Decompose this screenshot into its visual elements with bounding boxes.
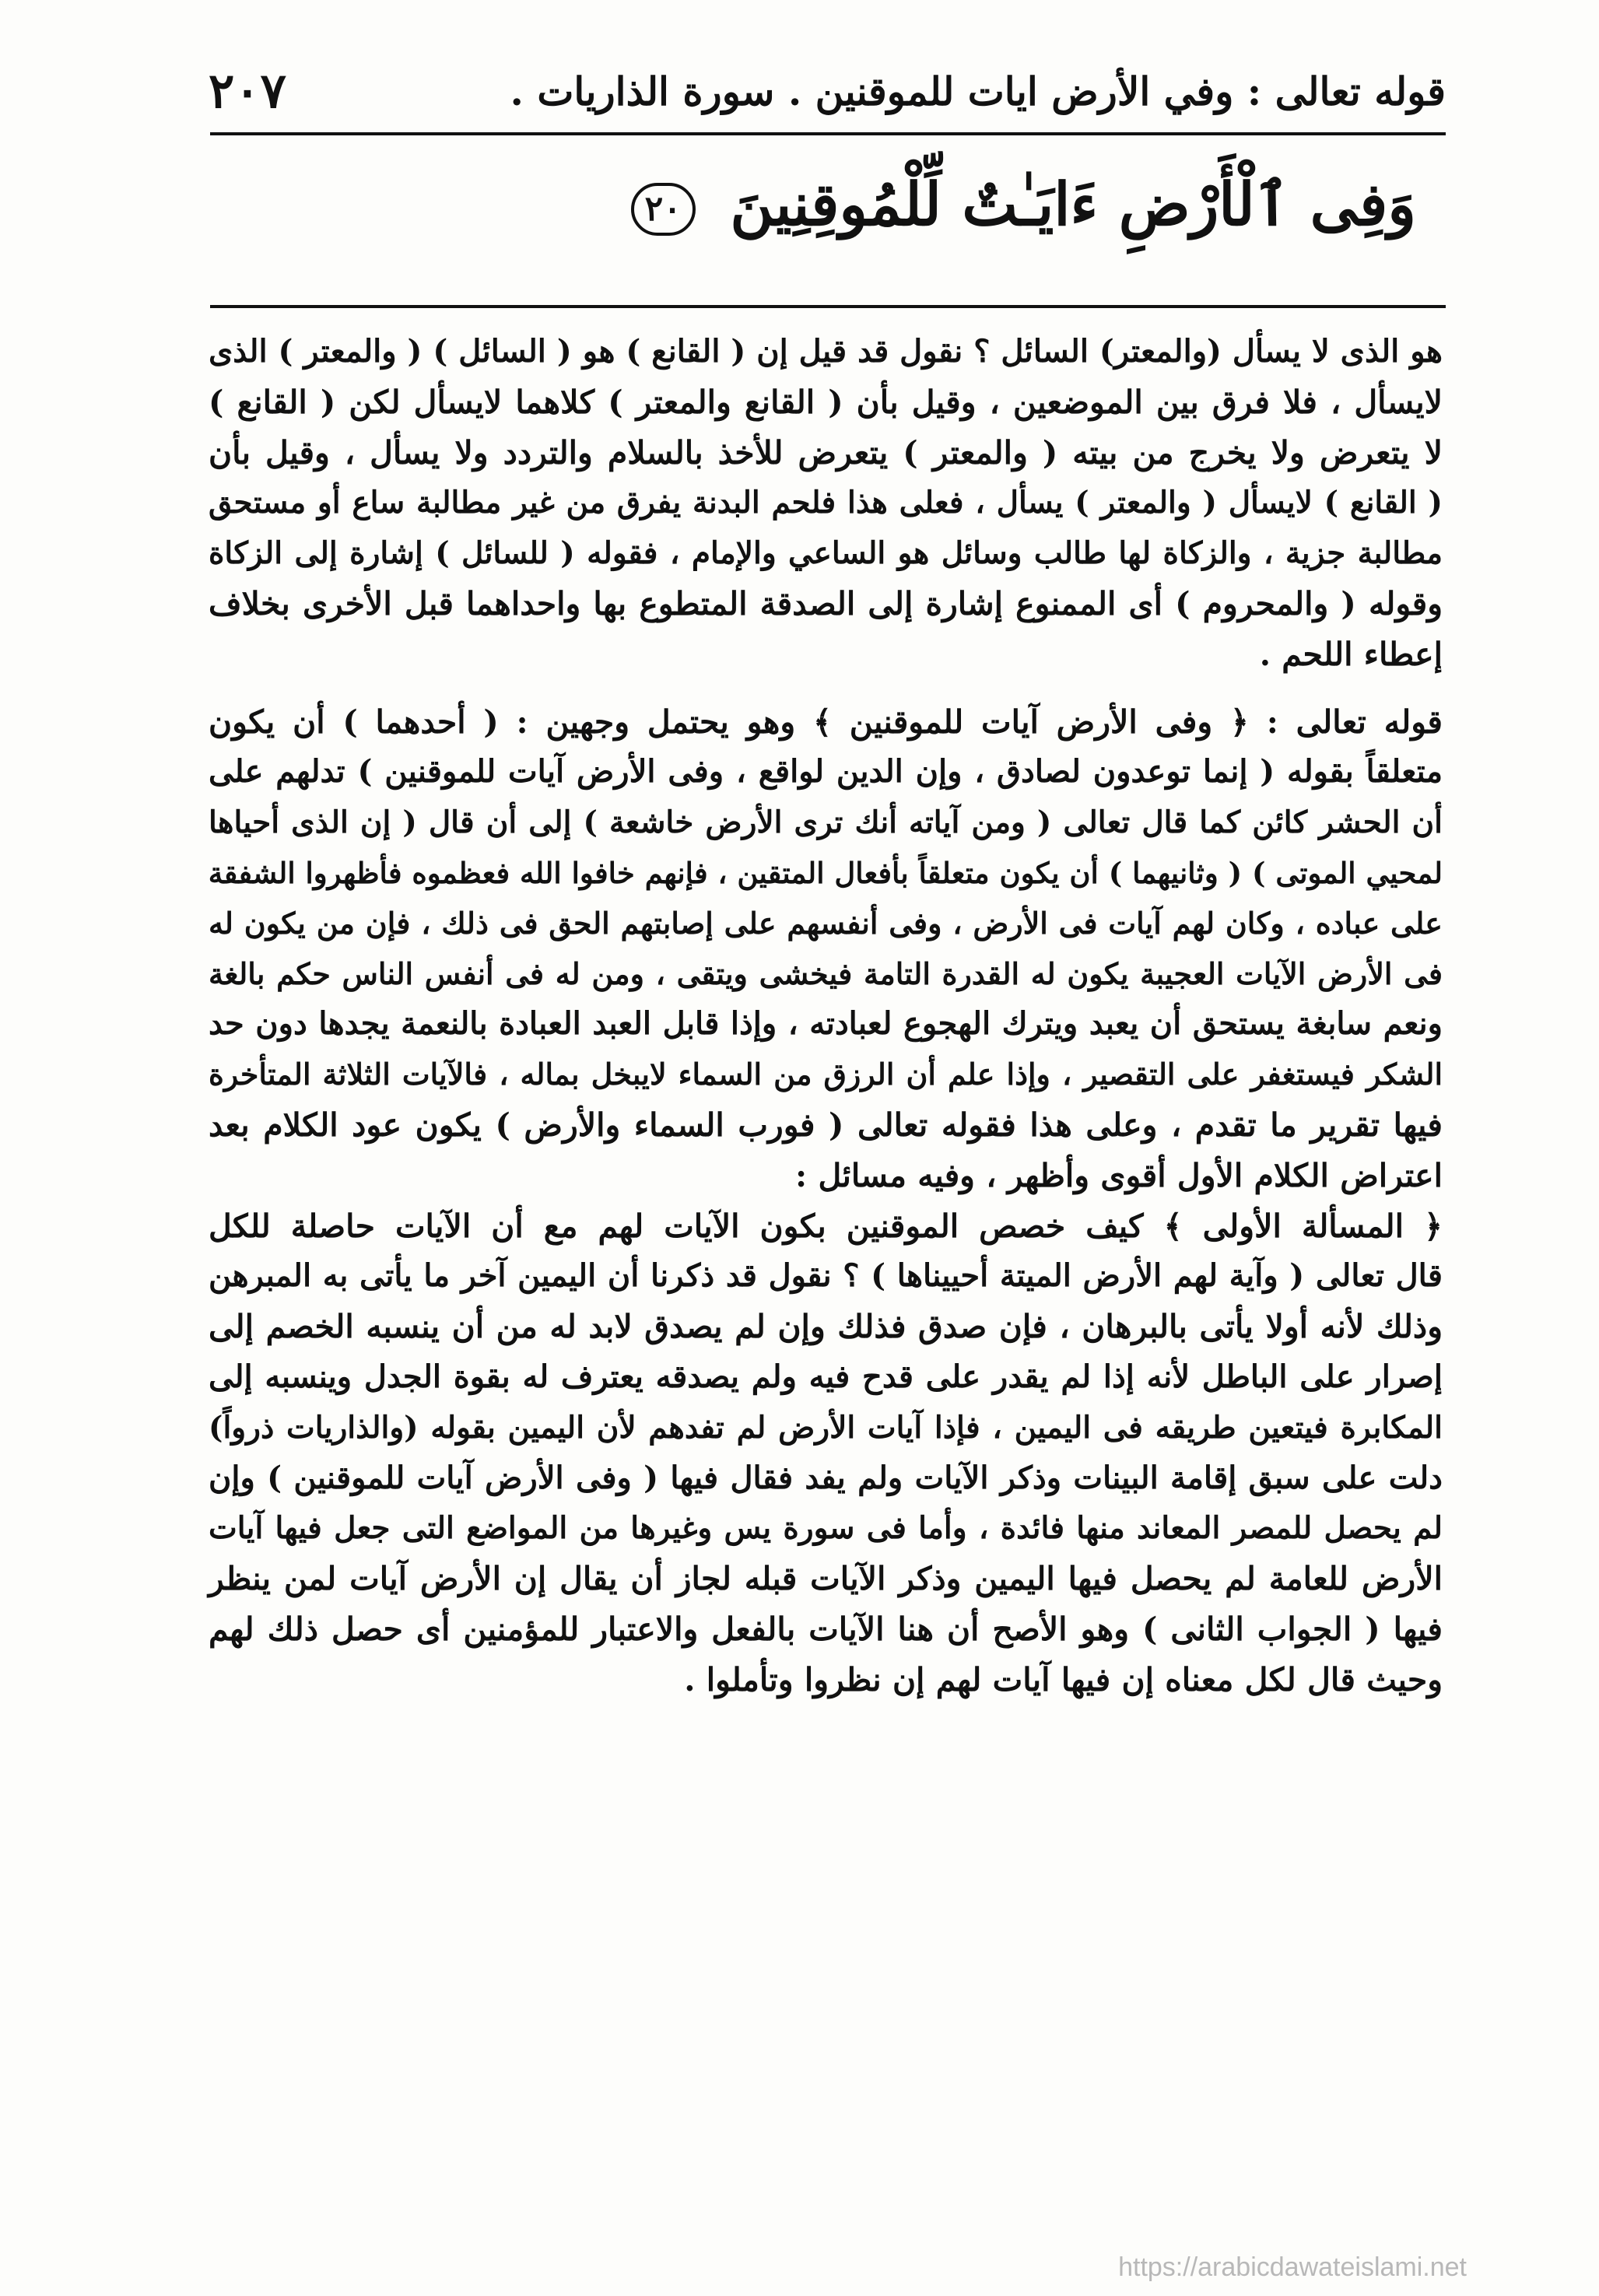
text-line: إصرار على الباطل لأنه إذا لم يقدر على قدح فيه ولم يصدقه يعترف له بقوة الجدل وينسبه إلى [209,1358,1443,1395]
text-line: هو الذى لا يسأل (والمعتر) السائل ؟ نقول قد قيل إن ( القانع ) هو ( السائل ) ( والمعتر ) الذى [209,333,1443,370]
verse-rule [210,305,1446,308]
header-rule [210,132,1446,135]
paragraph-1 [209,327,1443,680]
text-line: فيها تقرير ما تقدم ، وعلى هذا فقوله تعالى ( فورب السماء والأرض ) يكون عود الكلام بعد [209,1106,1443,1144]
text-line: فى الأرض الآيات العجيبة يكون له القدرة التامة فيخشى ويتقى ، ومن له فى أنفس الناس حكم بالغة [209,955,1443,991]
text-line: وحيث قال لكل معناه إن فيها آيات لهم إن نظروا وتأملوا . [684,1660,1443,1698]
text-line: الشكر فيستغفر على التقصير ، وإذا علم أن الرزق من السماء لايبخل بماله ، فالآيات الثلاثة المتأخرة [209,1057,1443,1092]
quran-verse [631,170,1416,239]
text-line: لا يتعرض ولا يخرج من بيته ( والمعتر ) يتعرض للأخذ بالسلام والتردد ولا يسأل ، وقيل بأن [209,433,1443,471]
text-line: أن الحشر كائن كما قال تعالى ( ومن آياته أنك ترى الأرض خاشعة ) إلى أن قال ( إن الذى أحياها [209,804,1443,841]
paragraph-gap [209,680,1443,697]
running-header [209,62,1446,132]
text-line: لم يحصل للمصر المعاند منها فائدة ، وأما فى سورة يس وغيرها من المواضع التى جعل فيها آيات [209,1510,1443,1547]
text-line: لمحيي الموتى ) ( وثانيهما ) أن يكون متعلقاً بأفعال المتقين ، فإنهم خافوا الله فعظموه فأظهروا الشفقة [208,855,1443,890]
text-line: المكابرة فيتعين طريقه فى اليمين ، فإذا آيات الأرض لم تفدهم لأن اليمين بقوله (والذاريات ذرواً) [209,1409,1443,1446]
verse-text: وَفِى ٱلْأَرْضِ ءَايَـٰتٌ لِّلْمُوقِنِينَ [730,170,1416,239]
text-line: إعطاء اللحم . [1259,635,1443,673]
text-line: قال تعالى ( وآية لهم الأرض الميتة أحييناها ) ؟ نقول قد ذكرنا أن اليمين آخر ما يأتى به المبرهن [209,1257,1443,1295]
commentary-text [209,327,1443,1705]
text-line: ﴿ المسألة الأولى ﴾ كيف خصص الموقنين بكون الآيات لهم مع أن الآيات حاصلة للكل [209,1207,1443,1245]
source-watermark: https://arabicdawateislami.net [1118,2252,1467,2282]
paragraph-3 [209,1201,1443,1705]
text-line: لايسأل ، فلا فرق بين الموضعين ، وقيل بأن ( القانع والمعتر ) كلاهما لايسأل لكن ( القانع ) [209,383,1443,421]
text-line: على عباده ، وكان لهم آيات فى الأرض ، وفى أنفسهم على إصابتهم الحق فى ذلك ، فإن من يكون له [209,905,1443,941]
text-line: اعتراض الكلام الأول أقوى وأظهر ، وفيه مسائل : [795,1156,1443,1194]
verse-number-marker: ٢٠ [631,183,696,236]
paragraph-2 [209,697,1443,1201]
text-line: قوله تعالى : ﴿ وفى الأرض آيات للموقنين ﴾ وهو يحتمل وجهين : ( أحدهما ) أن يكون [209,703,1443,741]
text-line: الأرض للعامة لم يحصل فيها اليمين وذكر الآيات قبله لجاز أن يقال إن الأرض آيات لمن ينظر [209,1560,1443,1598]
page-number: ٢٠٧ [209,62,286,119]
text-line: ( القانع ) لايسأل ( والمعتر ) يسأل ، فعلى هذا فلحم البدنة يفرق من غير مطالبة ساع أو مستحق [209,485,1443,521]
header-title: قوله تعالى : وفي الأرض ايات للموقنين . سورة الذاريات . [510,68,1446,114]
text-line: فيها ( الجواب الثانى ) وهو الأصح أن هنا الآيات بالفعل والاعتبار للمؤمنين أى حصل ذلك لهم [209,1610,1443,1648]
text-line: دلت على سبق إقامة البينات وذكر الآيات ولم يفد فقال فيها ( وفى الأرض آيات للموقنين ) وإن [209,1459,1443,1496]
text-line: متعلقاً بقوله ( إنما توعدون لصادق ، وإن الدين لواقع ، وفى الأرض آيات للموقنين ) تدلهم على [209,753,1443,790]
text-line: وقوله ( والمحروم ) أى الممنوع إشارة إلى الصدقة المتطوع بها واحداهما قبل الأخرى بخلاف [209,584,1443,622]
text-line: مطالبة جزية ، والزكاة لها طالب وسائل هو الساعي والإمام ، فقوله ( للسائل ) إشارة إلى الزكاة [209,535,1443,572]
text-line: وذلك لأنه أولا يأتى بالبرهان ، فإن صدق فذلك وإن لم يصدق لابد له من أن ينسبه الخصم إلى [209,1308,1443,1346]
text-line: ونعم سابغة يستحق أن يعبد ويترك الهجوع لعبادته ، وإذا قابل العبد العبادة بالنعمة يجدها دون حد [209,1005,1443,1043]
